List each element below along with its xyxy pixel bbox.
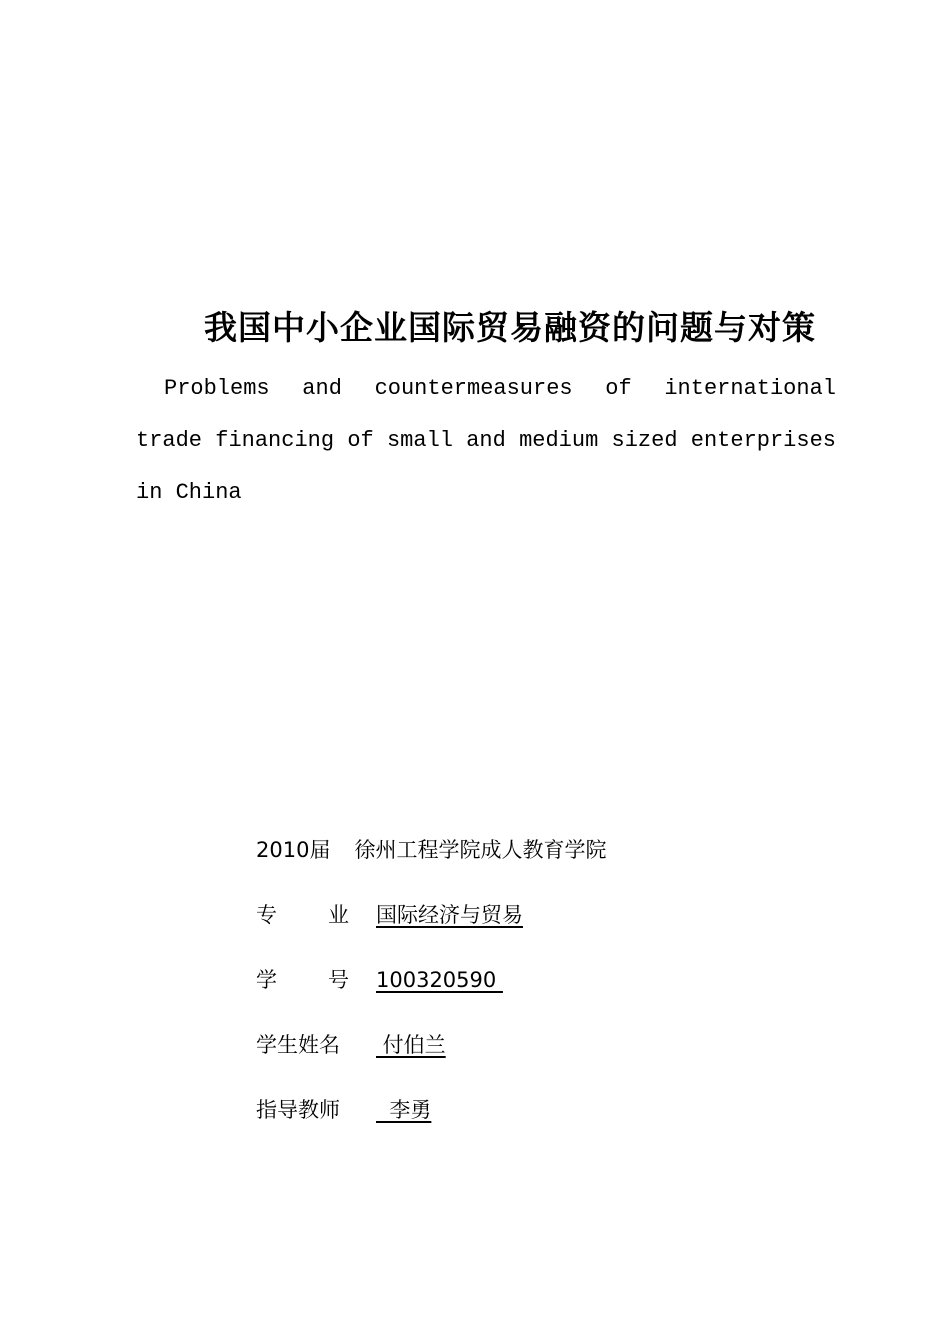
student-id-label: 学 号 bbox=[256, 968, 349, 992]
major-row bbox=[256, 895, 523, 935]
advisor-value: 李勇 bbox=[376, 1098, 432, 1122]
year-college-row bbox=[256, 830, 606, 870]
student-name-label: 学生姓名 bbox=[256, 1033, 340, 1057]
college-name: 徐州工程学院成人教育学院 bbox=[354, 838, 607, 862]
student-id-row bbox=[256, 960, 503, 1000]
advisor-row bbox=[256, 1090, 431, 1130]
major-value: 国际经济与贸易 bbox=[376, 903, 523, 927]
graduation-year: 2010届 bbox=[256, 838, 331, 862]
chinese-title: 我国中小企业国际贸易融资的问题与对策 bbox=[204, 308, 816, 347]
student-name-row bbox=[256, 1025, 446, 1065]
student-id-value: 100320590 bbox=[376, 968, 503, 992]
english-title: Problems and countermeasures of international trade financing of small and medium sized enterprises in China bbox=[136, 376, 836, 505]
advisor-label: 指导教师 bbox=[256, 1098, 340, 1122]
major-label: 专 业 bbox=[256, 903, 349, 927]
student-name-value: 付伯兰 bbox=[376, 1033, 446, 1057]
